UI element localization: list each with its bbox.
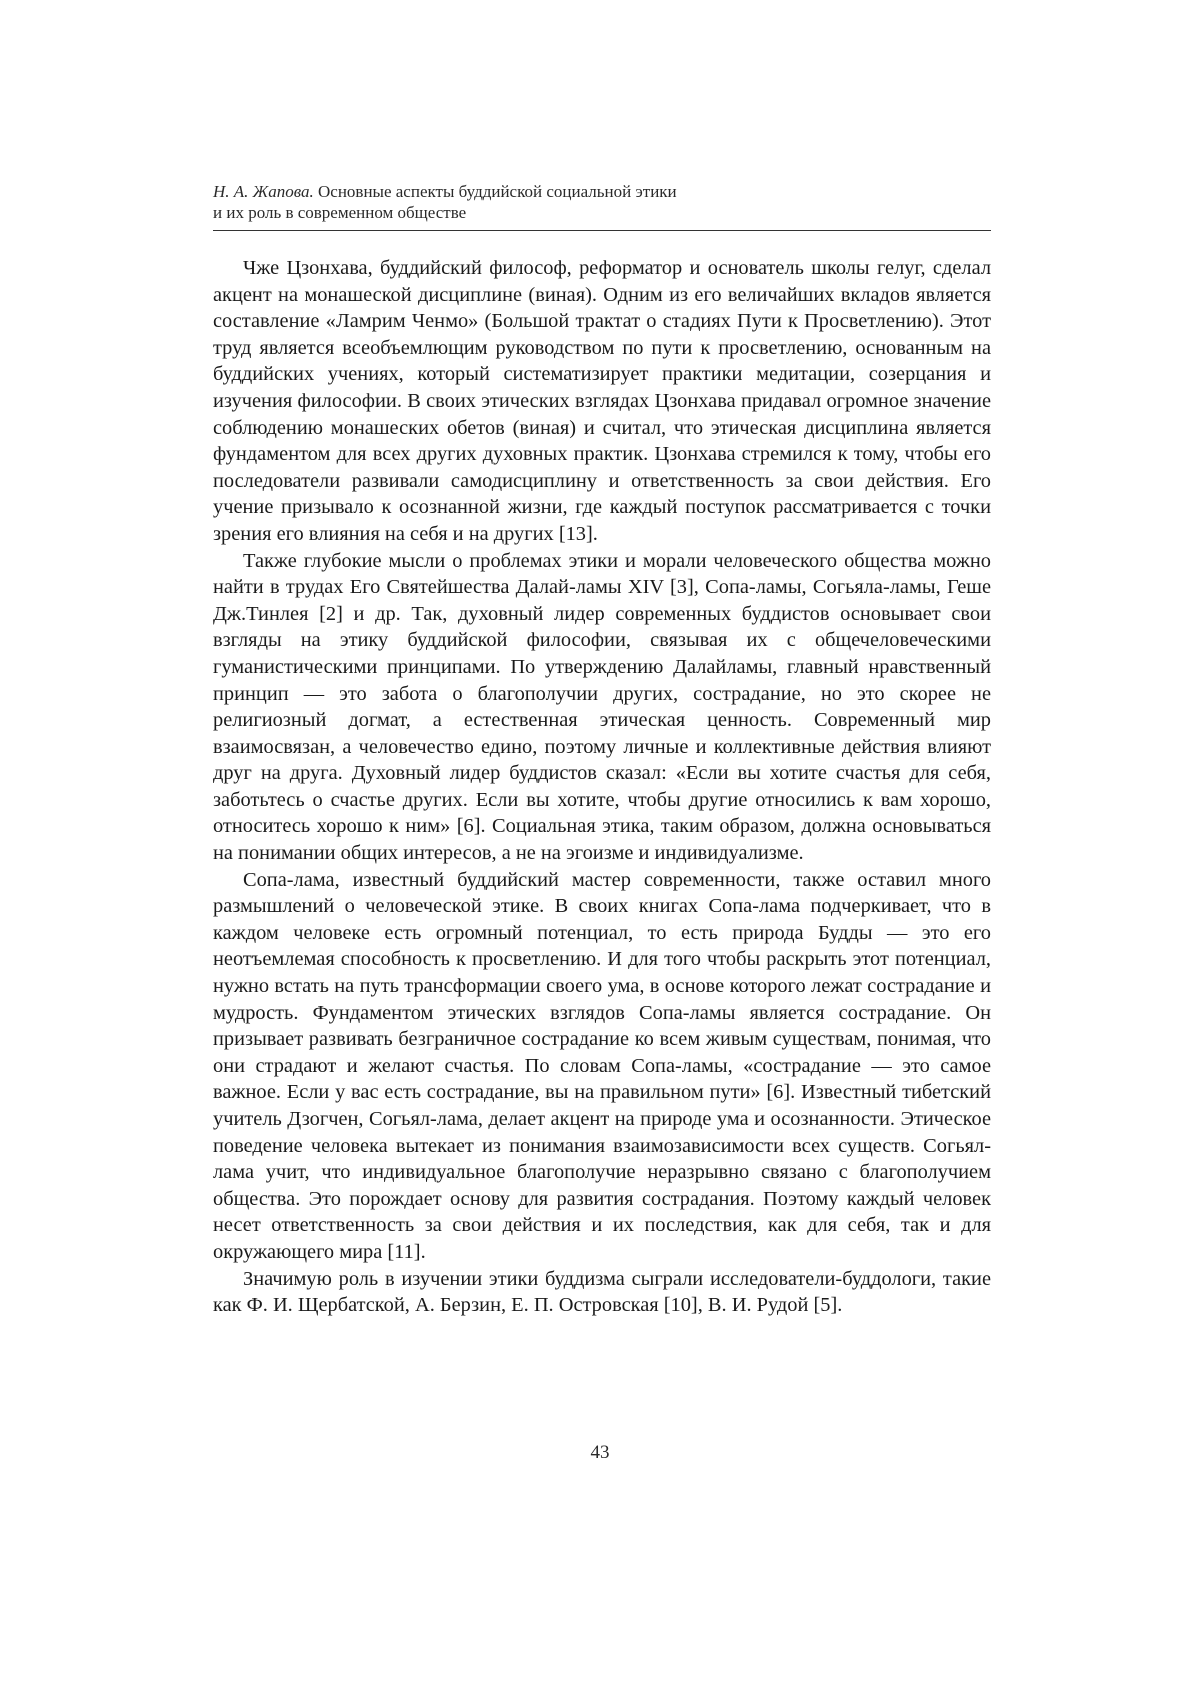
paragraph-1: Чже Цзонхава, буддийский философ, реформатор и основатель школы гелуг, сделал акцент на монашеской дисциплине (виная). Одним из его величайших вкладов является составление «Ламрим Ченмо» (Большой трактат о стадиях Пути к Просветлению). Этот труд является всеобъемлющим руководством по пути к просветлению, основанным на буддийских учениях, который систематизирует практики медитации, созерцания и изучения философии. В своих этических взглядах Цзонхава придавал огромное значение соблюдению монашеских обетов (виная) и считал, что этическая дисциплина является фундаментом для всех других духовных практик. Цзонхава стремился к тому, чтобы его последователи развивали самодисциплину и ответственность за свои действия. Его учение призывало к осознанной жизни, где каждый поступок рассматривается с точки зрения его влияния на себя и на других [13]. xyxy=(213,257,991,545)
running-head-rule xyxy=(213,230,991,231)
paragraph-2: Также глубокие мысли о проблемах этики и морали человеческого общества можно найти в трудах Его Святейшества Далай-ламы XIV [3], Сопа-ламы, Согьяла-ламы, Геше Дж.Тинлея [2] и др. Так, духовный лидер современных буддистов основывает свои взгляды на этику буддийской философии, связывая их с общечеловеческими гуманистическими принципами. По утверждению Далайламы, главный нравственный принцип — это забота о благополучии других, сострадание, но это скорее не религиозный догмат, а естественная этическая ценность. Современный мир взаимосвязан, а человечество едино, поэтому личные и коллективные действия влияют друг на друга. Духовный лидер буддистов сказал: «Если вы хотите счастья для себя, заботьтесь о счастье других. Если вы хотите, чтобы другие относились к вам хорошо, относитесь хорошо к ним» [6]. Социальная этика, таким образом, должна основываться на понимании общих интересов, а не на эгоизме и индивидуализме. xyxy=(213,549,991,865)
running-head-author: Н. А. Жапова. xyxy=(213,182,314,201)
paragraph-4: Значимую роль в изучении этики буддизма сыграли исследователи-буддологи, такие как Ф. И. Щербатской, А. Берзин, Е. П. Островская [10], В. И. Рудой [5]. xyxy=(213,1267,991,1317)
article-body xyxy=(213,255,991,1319)
page-number: 43 xyxy=(590,1442,610,1463)
paragraph-3: Сопа-лама, известный буддийский мастер современности, также оставил много размышлений о человеческой этике. В своих книгах Сопа-лама подчеркивает, что в каждом человеке есть огромный потенциал, то есть природа Будды — это его неотъемлемая способность к просветлению. И для того чтобы раскрыть этот потенциал, нужно встать на путь трансформации своего ума, в основе которого лежат сострадание и мудрость. Фундаментом этических взглядов Сопа-ламы является сострадание. Он призывает развивать безграничное сострадание ко всем живым существам, понимая, что они страдают и желают счастья. По словам Сопа-ламы, «сострадание — это самое важное. Если у вас есть сострадание, вы на правильном пути» [6]. Известный тибетский учитель Дзогчен, Согьял-лама, делает акцент на природе ума и осознанности. Этическое поведение человека вытекает из понимания взаимозависимости всех существ. Согьял-лама учит, что индивидуальное благополучие неразрывно связано с благополучием общества. Это порождает основу для развития сострадания. Поэтому каждый человек несет ответственность за свои действия и их последствия, как для себя, так и для окружающего мира [11]. xyxy=(213,868,991,1263)
running-head-title-2: и их роль в современном обществе xyxy=(213,203,467,222)
running-head xyxy=(213,181,991,223)
running-head-line-1 xyxy=(213,181,991,202)
running-head-title-1: Основные аспекты буддийской социальной этики xyxy=(318,182,677,201)
